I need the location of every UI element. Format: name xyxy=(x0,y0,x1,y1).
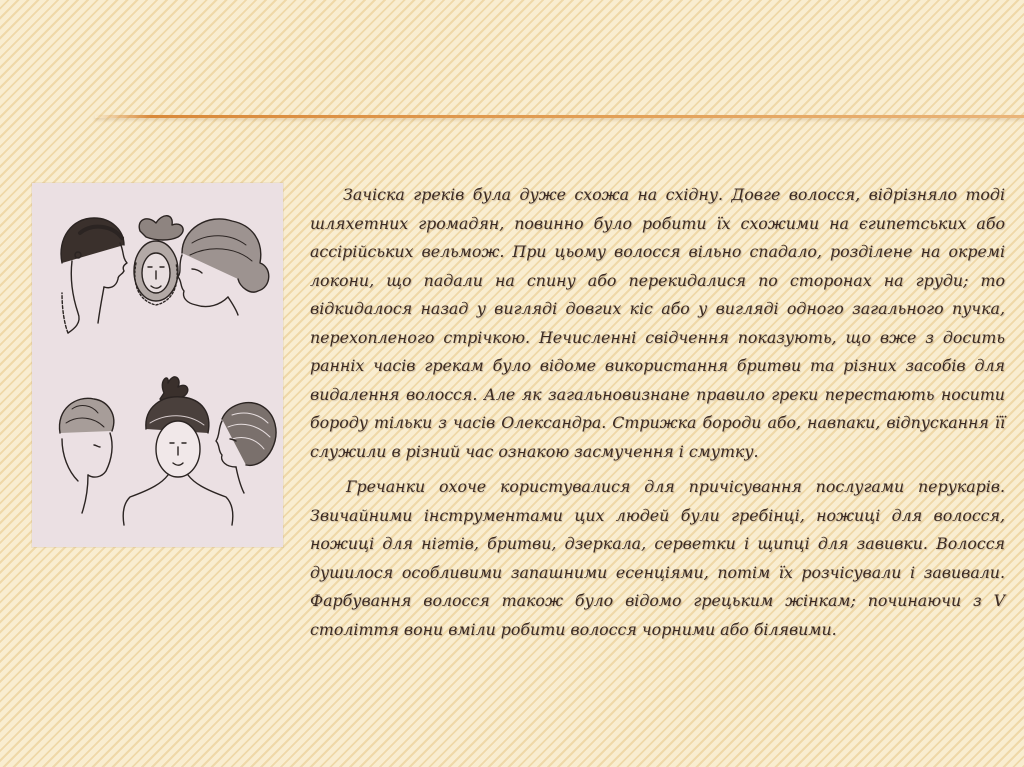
top-divider-line xyxy=(95,115,1024,118)
head-headband-woman xyxy=(61,218,127,333)
head-updo-woman xyxy=(59,398,113,513)
paragraph-greek-women-hairdressers: Гречанки охоче користувалися для причісування послугами перукарів. Звичайними інструментами цих людей були гребінці, ножиці для волосся, ножиці для нігтів, бритви, дзеркала, серветки і щипці для завивки. Волосся душилося особливими запашними есенціями, потім їх розчісували і завивали. Фарбування волосся також було відомо грецьким жінкам; починаючи з V століття вони вміли робити волосся чорними або білявими. xyxy=(310,477,1005,639)
paragraph-greek-hairstyles: Зачіска греків була дуже схожа на східну. Довге волосся, відрізняло тоді шляхетних громадян, повинно було робити їх схожими на єгипетських або ассірійських вельмож. При цьому волосся вільно спадало, розділене на окремі локони, що падали на спину або перекидалися по сторонах на груди; то відкидалося назад у вигляді довгих кіс або у вигляді одного загального пучка, перехопленого стрічкою. Нечисленні свідчення показують, що вже з досить ранніх часів грекам було відоме використання бритви та різних засобів для видалення волосся. Але як загальновизнане правило греки перестають носити бороду тільки з часів Олександра. Стрижка бороди або, навпаки, відпускання її служили в різний час ознакою засмучення і смутку. xyxy=(310,185,1005,461)
greek-hairstyles-illustration xyxy=(32,183,283,547)
body-text xyxy=(310,181,1005,651)
hairstyles-sketch xyxy=(32,183,283,547)
head-braided-cap xyxy=(216,403,276,493)
head-tall-hairdo xyxy=(123,377,233,525)
head-frontal-bow xyxy=(134,216,183,305)
head-bun-profile xyxy=(178,219,269,315)
